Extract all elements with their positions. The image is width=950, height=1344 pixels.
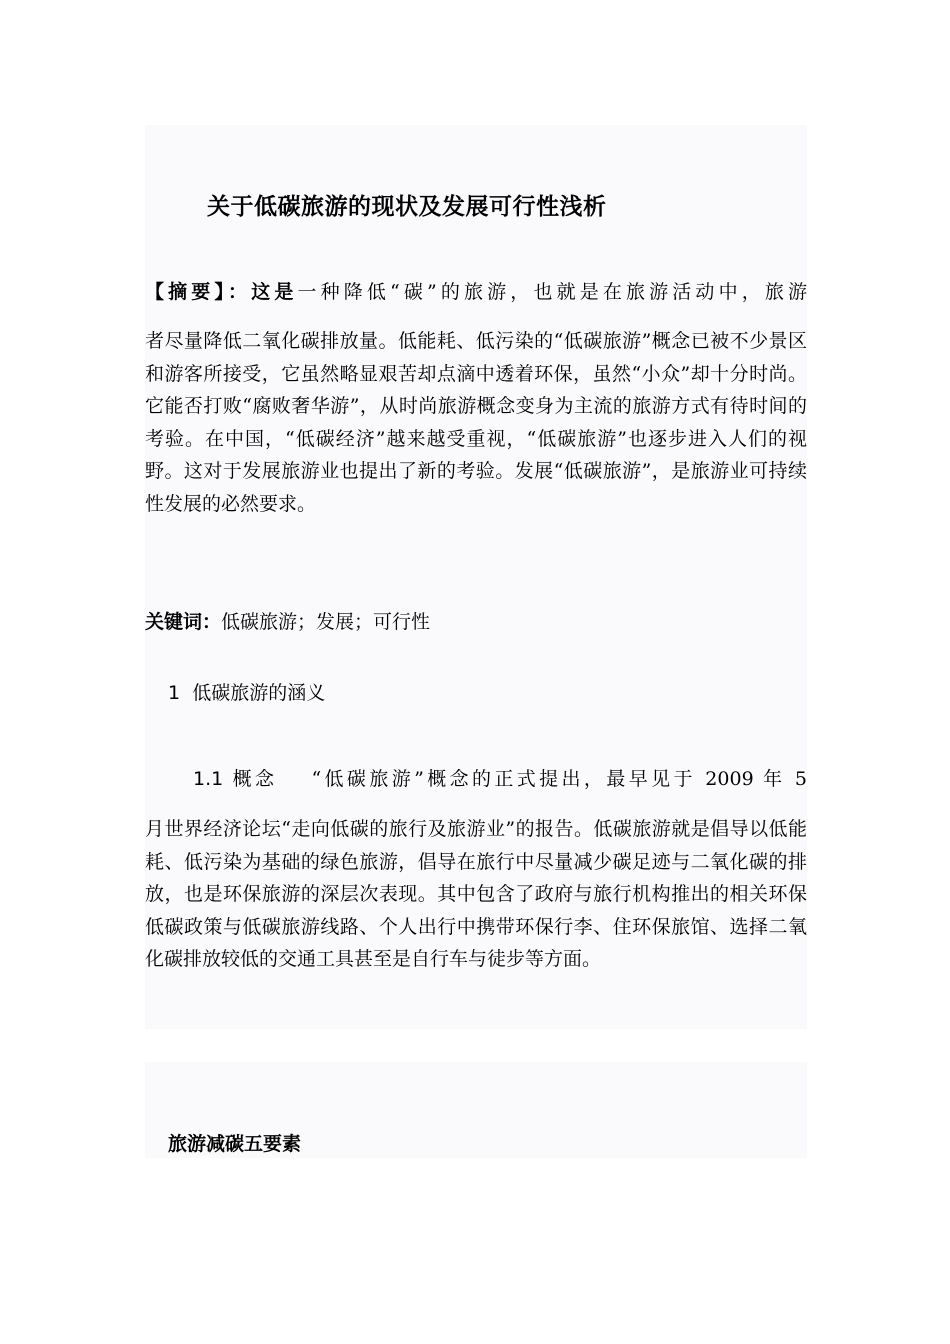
- keywords-label: 关键词：: [145, 611, 222, 633]
- abstract-first-line: [145, 276, 807, 308]
- concept-body: 月世界经济论坛“走向低碳的旅行及旅游业”的报告。低碳旅游就是倡导以低能耗、低污染为基础的绿色旅游，倡导在旅行中尽量减少碳足迹与二氧化碳的排放，也是环保旅游的深层次表现。其中包含了政府与旅行机构推出的相关环保低碳政策与低碳旅游线路、个人出行中携带环保行李、住环保旅馆、选择二氧化碳排放较低的交通工具甚至是自行车与徒步等方面。: [145, 818, 807, 970]
- keywords-line: [145, 606, 807, 638]
- abstract-body: 者尽量降低二氧化碳排放量。低能耗、低污染的“低碳旅游”概念已被不少景区和游客所接受，它虽然略显艰苦却点滴中透着环保，虽然“小众”却十分时尚。它能否打败“腐败奢华游”，从时尚旅游概念变身为主流的旅游方式有待时间的考验。在中国，“低碳经济”越来越受重视，“低碳旅游”也逐步进入人们的视野。这对于发展旅游业也提出了新的考验。发展“低碳旅游”，是旅游业可持续性发展的必然要求。: [145, 330, 807, 515]
- keywords-value: 低碳旅游；发展；可行性: [221, 611, 431, 633]
- document-title: 关于低碳旅游的现状及发展可行性浅析: [207, 194, 607, 220]
- concept-first-line: [193, 763, 807, 795]
- section-number: 1: [168, 682, 181, 704]
- abstract-label: 【摘要】：这是: [145, 281, 298, 303]
- concept-first-line-text: “低碳旅游”概念的正式提出，最早见于 2009 年 5: [311, 768, 807, 790]
- abstract-first-line-text: 一种降低“碳”的旅游，也就是在旅游活动中，旅游: [297, 281, 807, 303]
- subheading: 旅游减碳五要素: [168, 1133, 302, 1155]
- concept-number: 1.1 概念: [193, 768, 278, 790]
- section-heading-text: 低碳旅游的涵义: [192, 682, 326, 704]
- section-heading: [168, 677, 830, 709]
